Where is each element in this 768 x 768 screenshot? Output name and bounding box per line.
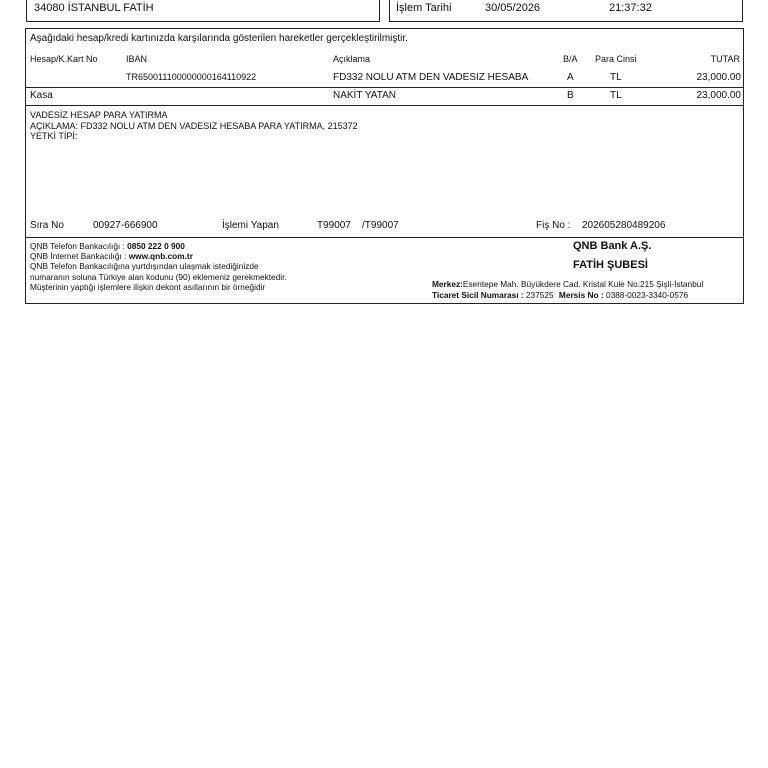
header-address: 34080 İSTANBUL FATİH <box>34 2 154 14</box>
registry-value: 237525 <box>525 290 554 300</box>
note-line-1: VADESİZ HESAP PARA YATIRMA <box>30 110 168 120</box>
row1-amount: 23,000.00 <box>696 72 741 83</box>
seq-label: Sıra No <box>30 220 64 231</box>
row2-amount: 23,000.00 <box>696 90 741 101</box>
intro-text: Aşağıdaki hesap/kredi kartınızda karşılarında gösterilen hareketler gerçekleştirilmiştir. <box>30 33 408 44</box>
mersis-value: 0388-0023-3340-0576 <box>605 290 689 300</box>
col-description: Açıklama <box>333 54 371 64</box>
col-amount: TUTAR <box>710 54 740 64</box>
branch-name: FATİH ŞUBESİ <box>573 259 648 271</box>
note-line-2: AÇIKLAMA: FD332 NOLU ATM DEN VADESIZ HESABA PARA YATIRMA, 215372 <box>30 121 358 131</box>
note-line-3: YETKİ TİPİ: <box>30 131 78 141</box>
registry-label: Ticaret Sicil Numarası : <box>432 290 526 300</box>
col-ba: B/A <box>563 54 578 64</box>
seq-value: 00927-666900 <box>93 220 158 231</box>
operator-id-2: /T99007 <box>362 220 399 231</box>
operator-label: İşlemi Yapan <box>222 220 279 231</box>
abroad-line-2: numaranın soluna Türkiye alan kodunu (90) eklemeniz gerekmektedir. <box>30 272 287 282</box>
copy-note: Müşterinin yaptığı işlemlere ilişkin dekont asıllarının bir örneğidir <box>30 282 266 292</box>
col-currency: Para Cinsi <box>595 54 637 64</box>
header-date: 30/05/2026 <box>485 2 541 14</box>
footer-divider <box>25 237 744 238</box>
col-iban: IBAN <box>126 54 148 64</box>
internet-banking <box>30 251 193 261</box>
hq-address-line <box>432 279 703 289</box>
phone-banking <box>30 241 185 251</box>
phone-banking-label: QNB Telefon Bankacılığı : <box>30 241 128 251</box>
phone-banking-number: 0850 222 0 900 <box>127 241 185 251</box>
row2-ba: B <box>567 90 574 101</box>
header-time: 21:37:32 <box>609 2 652 14</box>
abroad-line-1: QNB Telefon Bankacılığına yurtdışından ulaşmak istediğinizde <box>30 261 259 271</box>
header-date-label: İşlem Tarihi <box>396 2 452 14</box>
hq-label: Merkez: <box>432 279 463 289</box>
receipt-label: Fiş No : <box>536 220 571 231</box>
table-bottom-divider <box>25 105 744 106</box>
internet-banking-label: QNB İnternet Bankacılığı : <box>30 251 129 261</box>
col-account: Hesap/K.Kart No <box>30 54 98 64</box>
mersis-label: Mersis No : <box>558 290 606 300</box>
registry-line <box>432 290 688 300</box>
row2-description: NAKİT YATAN <box>333 90 396 101</box>
row1-description: FD332 NOLU ATM DEN VADESIZ HESABA <box>333 72 529 83</box>
row1-ba: A <box>567 72 574 83</box>
row-divider <box>25 87 744 88</box>
row1-iban: TR650011100000000164110922 <box>126 72 257 82</box>
row2-account: Kasa <box>30 90 53 101</box>
hq-address: Esentepe Mah. Büyükdere Cad. Kristal Kule No:215 Şişli-İstanbul <box>462 279 704 289</box>
row1-currency: TL <box>610 72 622 83</box>
internet-banking-url[interactable]: www.qnb.com.tr <box>128 251 193 261</box>
receipt-value: 202605280489206 <box>582 220 666 231</box>
row2-currency: TL <box>610 90 622 101</box>
bank-name: QNB Bank A.Ş. <box>573 240 652 252</box>
operator-id-1: T99007 <box>317 220 351 231</box>
